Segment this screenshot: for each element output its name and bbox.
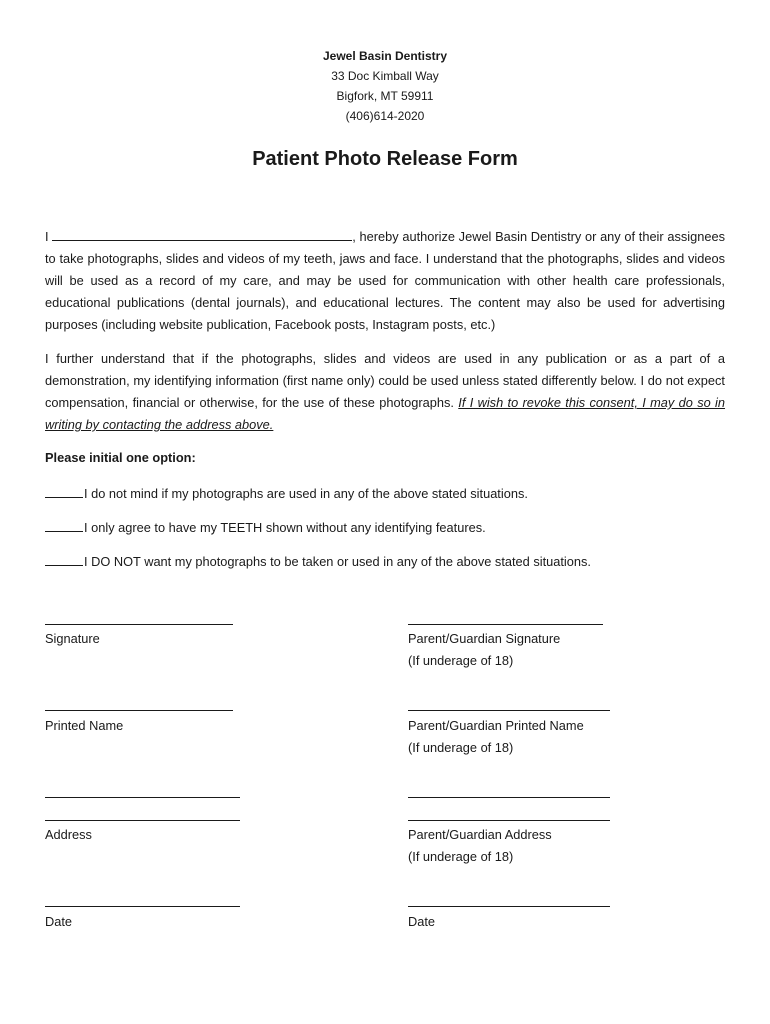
guardian-printed-name-note: (If underage of 18) (408, 740, 514, 755)
guardian-date-label: Date (408, 914, 436, 929)
guardian-signature-label: Parent/Guardian Signature (408, 631, 561, 646)
practice-address-line2: Bigfork, MT 59911 (336, 89, 434, 103)
revoke-note: If I wish to revoke this consent, I may do so in writing by contacting the address above. (45, 395, 726, 432)
address-line-2[interactable] (45, 820, 240, 821)
authorization-text: , hereby authorize Jewel Basin Dentistry or any of their assignees to take photographs, slides and videos of my teeth, jaws and face. I understand that the photographs, slides and videos will be used as a record of my care, and may be used for communication with other health care professionals, educational publications (dental journals), and educational lectures. The content may also be used for advertising purposes (including website publication, Facebook posts, Instagram posts, etc.) (45, 229, 725, 332)
authorization-prefix: I (45, 229, 49, 244)
guardian-signature-note: (If underage of 18) (408, 653, 514, 668)
practice-address-line1: 33 Doc Kimball Way (331, 69, 439, 83)
option-row (45, 553, 591, 571)
guardian-address-label: Parent/Guardian Address (408, 827, 552, 842)
guardian-address-note: (If underage of 18) (408, 849, 514, 864)
practice-phone: (406)614-2020 (345, 109, 425, 123)
signature-label: Signature (45, 631, 100, 646)
practice-name: Jewel Basin Dentistry (322, 49, 448, 63)
guardian-printed-name-line[interactable] (408, 710, 610, 711)
guardian-address-line-2[interactable] (408, 820, 610, 821)
initial-blank[interactable] (45, 485, 83, 498)
date-line[interactable] (45, 906, 240, 907)
date-label: Date (45, 914, 73, 929)
printed-name-label: Printed Name (45, 718, 124, 733)
usage-text: I further understand that if the photographs, slides and videos are used in any publication or as a part of a demonstration, my identifying information (first name only) could be used unless stated differently below. I do not expect compensation, financial or otherwise, for the use of these photographs. (45, 351, 725, 410)
form-title: Patient Photo Release Form (252, 148, 518, 170)
option-text: I do not mind if my photographs are used in any of the above stated situations. (84, 486, 528, 501)
address-line-1[interactable] (45, 797, 240, 798)
guardian-address-line-1[interactable] (408, 797, 610, 798)
authorization-paragraph (45, 226, 725, 336)
patient-name-blank[interactable] (52, 228, 352, 241)
option-row (45, 485, 528, 503)
printed-name-line[interactable] (45, 710, 233, 711)
option-row (45, 519, 486, 537)
guardian-signature-line[interactable] (408, 624, 603, 625)
signature-line[interactable] (45, 624, 233, 625)
option-text: I DO NOT want my photographs to be taken or used in any of the above stated situations. (84, 554, 591, 569)
initial-blank[interactable] (45, 519, 83, 532)
usage-paragraph (45, 348, 725, 436)
address-label: Address (45, 827, 92, 842)
option-text: I only agree to have my TEETH shown without any identifying features. (84, 520, 486, 535)
guardian-date-line[interactable] (408, 906, 610, 907)
guardian-printed-name-label: Parent/Guardian Printed Name (408, 718, 584, 733)
initial-blank[interactable] (45, 553, 83, 566)
options-heading: Please initial one option: (45, 450, 196, 465)
